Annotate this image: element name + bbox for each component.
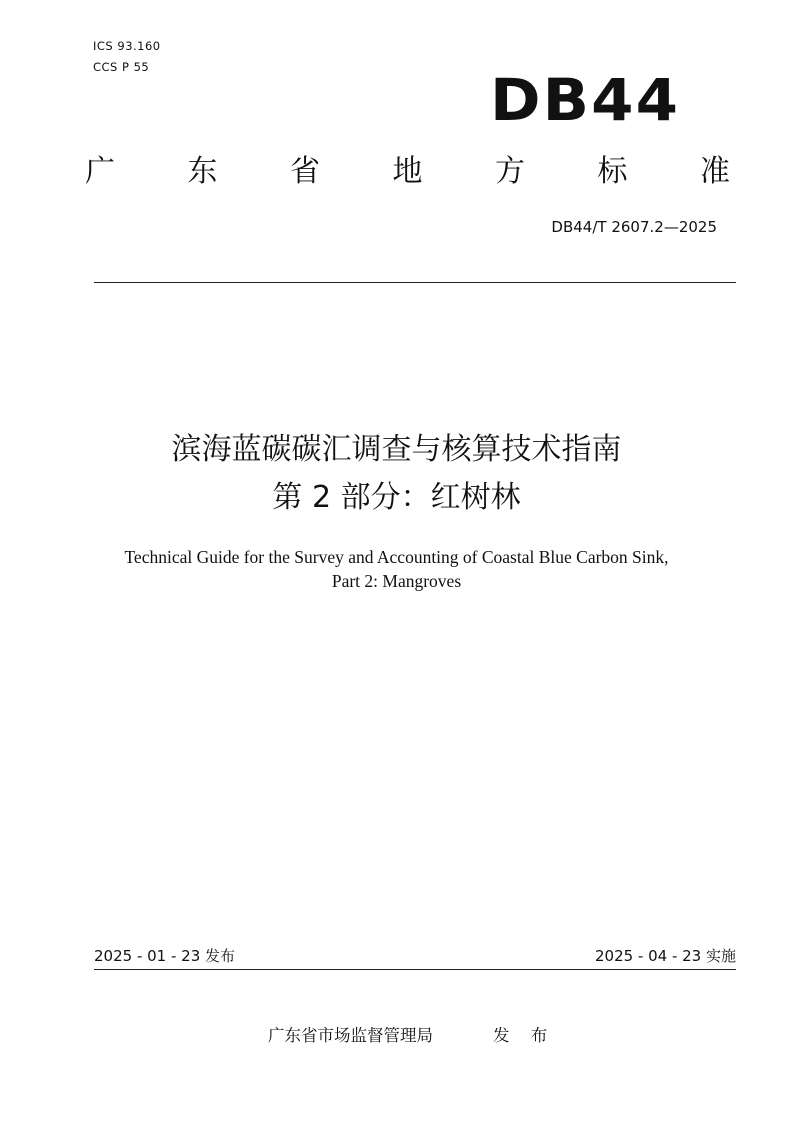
- standard-type-char: 准: [700, 154, 730, 189]
- standard-type-char: 东: [187, 154, 218, 189]
- publisher-name: 广东省市场监督管理局: [268, 1026, 433, 1045]
- db-logo: DB44: [489, 66, 680, 134]
- standard-number: DB44/T 2607.2—2025: [551, 218, 717, 236]
- publish-label: 发 布: [493, 1026, 556, 1045]
- chinese-subtitle: 第 2 部分：红树林: [272, 480, 521, 515]
- ics-code: ICS 93.160: [93, 39, 161, 53]
- standard-type-char: 方: [495, 154, 525, 189]
- standard-type-char: 省: [290, 154, 320, 189]
- standard-type-heading: [85, 152, 730, 192]
- bottom-divider: [94, 969, 736, 970]
- implementation-date: 2025 - 04 - 23 实施: [594, 947, 736, 965]
- ccs-code: CCS P 55: [93, 60, 150, 74]
- standard-type-char: 广: [85, 154, 115, 189]
- english-title-line1: Technical Guide for the Survey and Accounting of Coastal Blue Carbon Sink,: [124, 547, 669, 567]
- top-divider: [94, 282, 736, 283]
- standard-type-char: 地: [392, 154, 423, 189]
- english-title-line2: Part 2: Mangroves: [331, 571, 462, 591]
- issue-date: 2025 - 01 - 23 发布: [94, 947, 236, 965]
- chinese-title: 滨海蓝碳碳汇调查与核算技术指南: [171, 432, 622, 467]
- standard-type-char: 标: [597, 154, 628, 189]
